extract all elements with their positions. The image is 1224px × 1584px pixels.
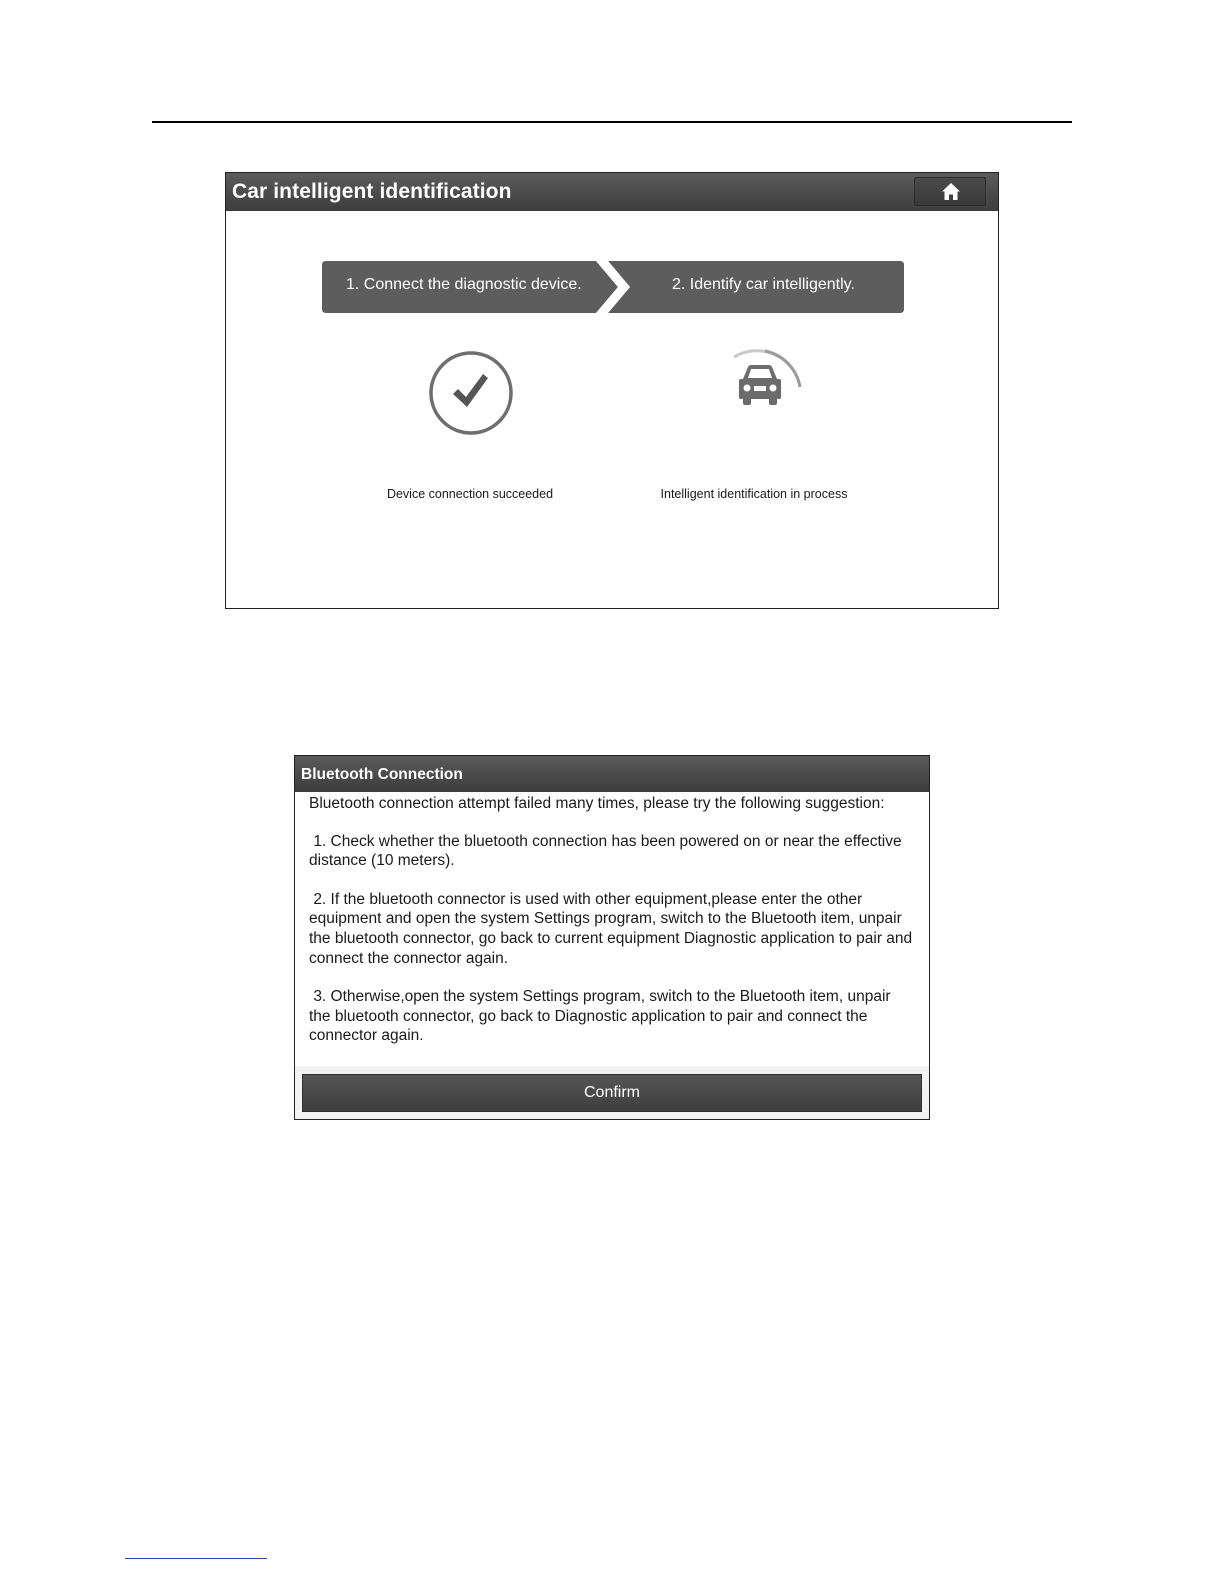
home-icon xyxy=(942,183,960,200)
footer-link-rule xyxy=(125,1558,267,1559)
identification-status-label: Intelligent identification in process xyxy=(660,487,848,501)
message-intro: Bluetooth connection attempt failed many times, please try the following suggestion: xyxy=(309,795,885,812)
bluetooth-connection-dialog xyxy=(294,755,930,1120)
car-identification-screen xyxy=(225,172,999,609)
screen-title: Car intelligent identification xyxy=(232,180,512,203)
step-progress-bar xyxy=(322,261,904,313)
dialog-title-bar xyxy=(295,756,929,792)
car-icon xyxy=(712,345,804,437)
home-button[interactable] xyxy=(914,177,986,206)
suggestion-1: 1. Check whether the bluetooth connection has been powered on or near the effective distance (10 meters). xyxy=(309,832,906,870)
step-2-label: 2. Identify car intelligently. xyxy=(672,276,855,293)
step-1-label: 1. Connect the diagnostic device. xyxy=(346,276,582,293)
device-status-label: Device connection succeeded xyxy=(386,487,554,501)
dialog-title: Bluetooth Connection xyxy=(301,766,463,783)
check-circle-icon xyxy=(428,350,514,436)
title-bar xyxy=(226,173,998,211)
dialog-message xyxy=(309,794,915,1065)
page-header-rule xyxy=(152,121,1072,123)
suggestion-3: 3. Otherwise,open the system Settings program, switch to the Bluetooth item, unpair the bluetooth connector, go back to Diagnostic application to pair and connect the connector again. xyxy=(309,988,895,1045)
suggestion-2: 2. If the bluetooth connector is used with other equipment,please enter the other equipment and open the system Settings program, switch to the Bluetooth item, unpair the bluetooth connector, go back to current equipment Diagnostic application to pair and connect the connector again. xyxy=(309,890,917,967)
confirm-button[interactable]: Confirm xyxy=(302,1074,922,1112)
